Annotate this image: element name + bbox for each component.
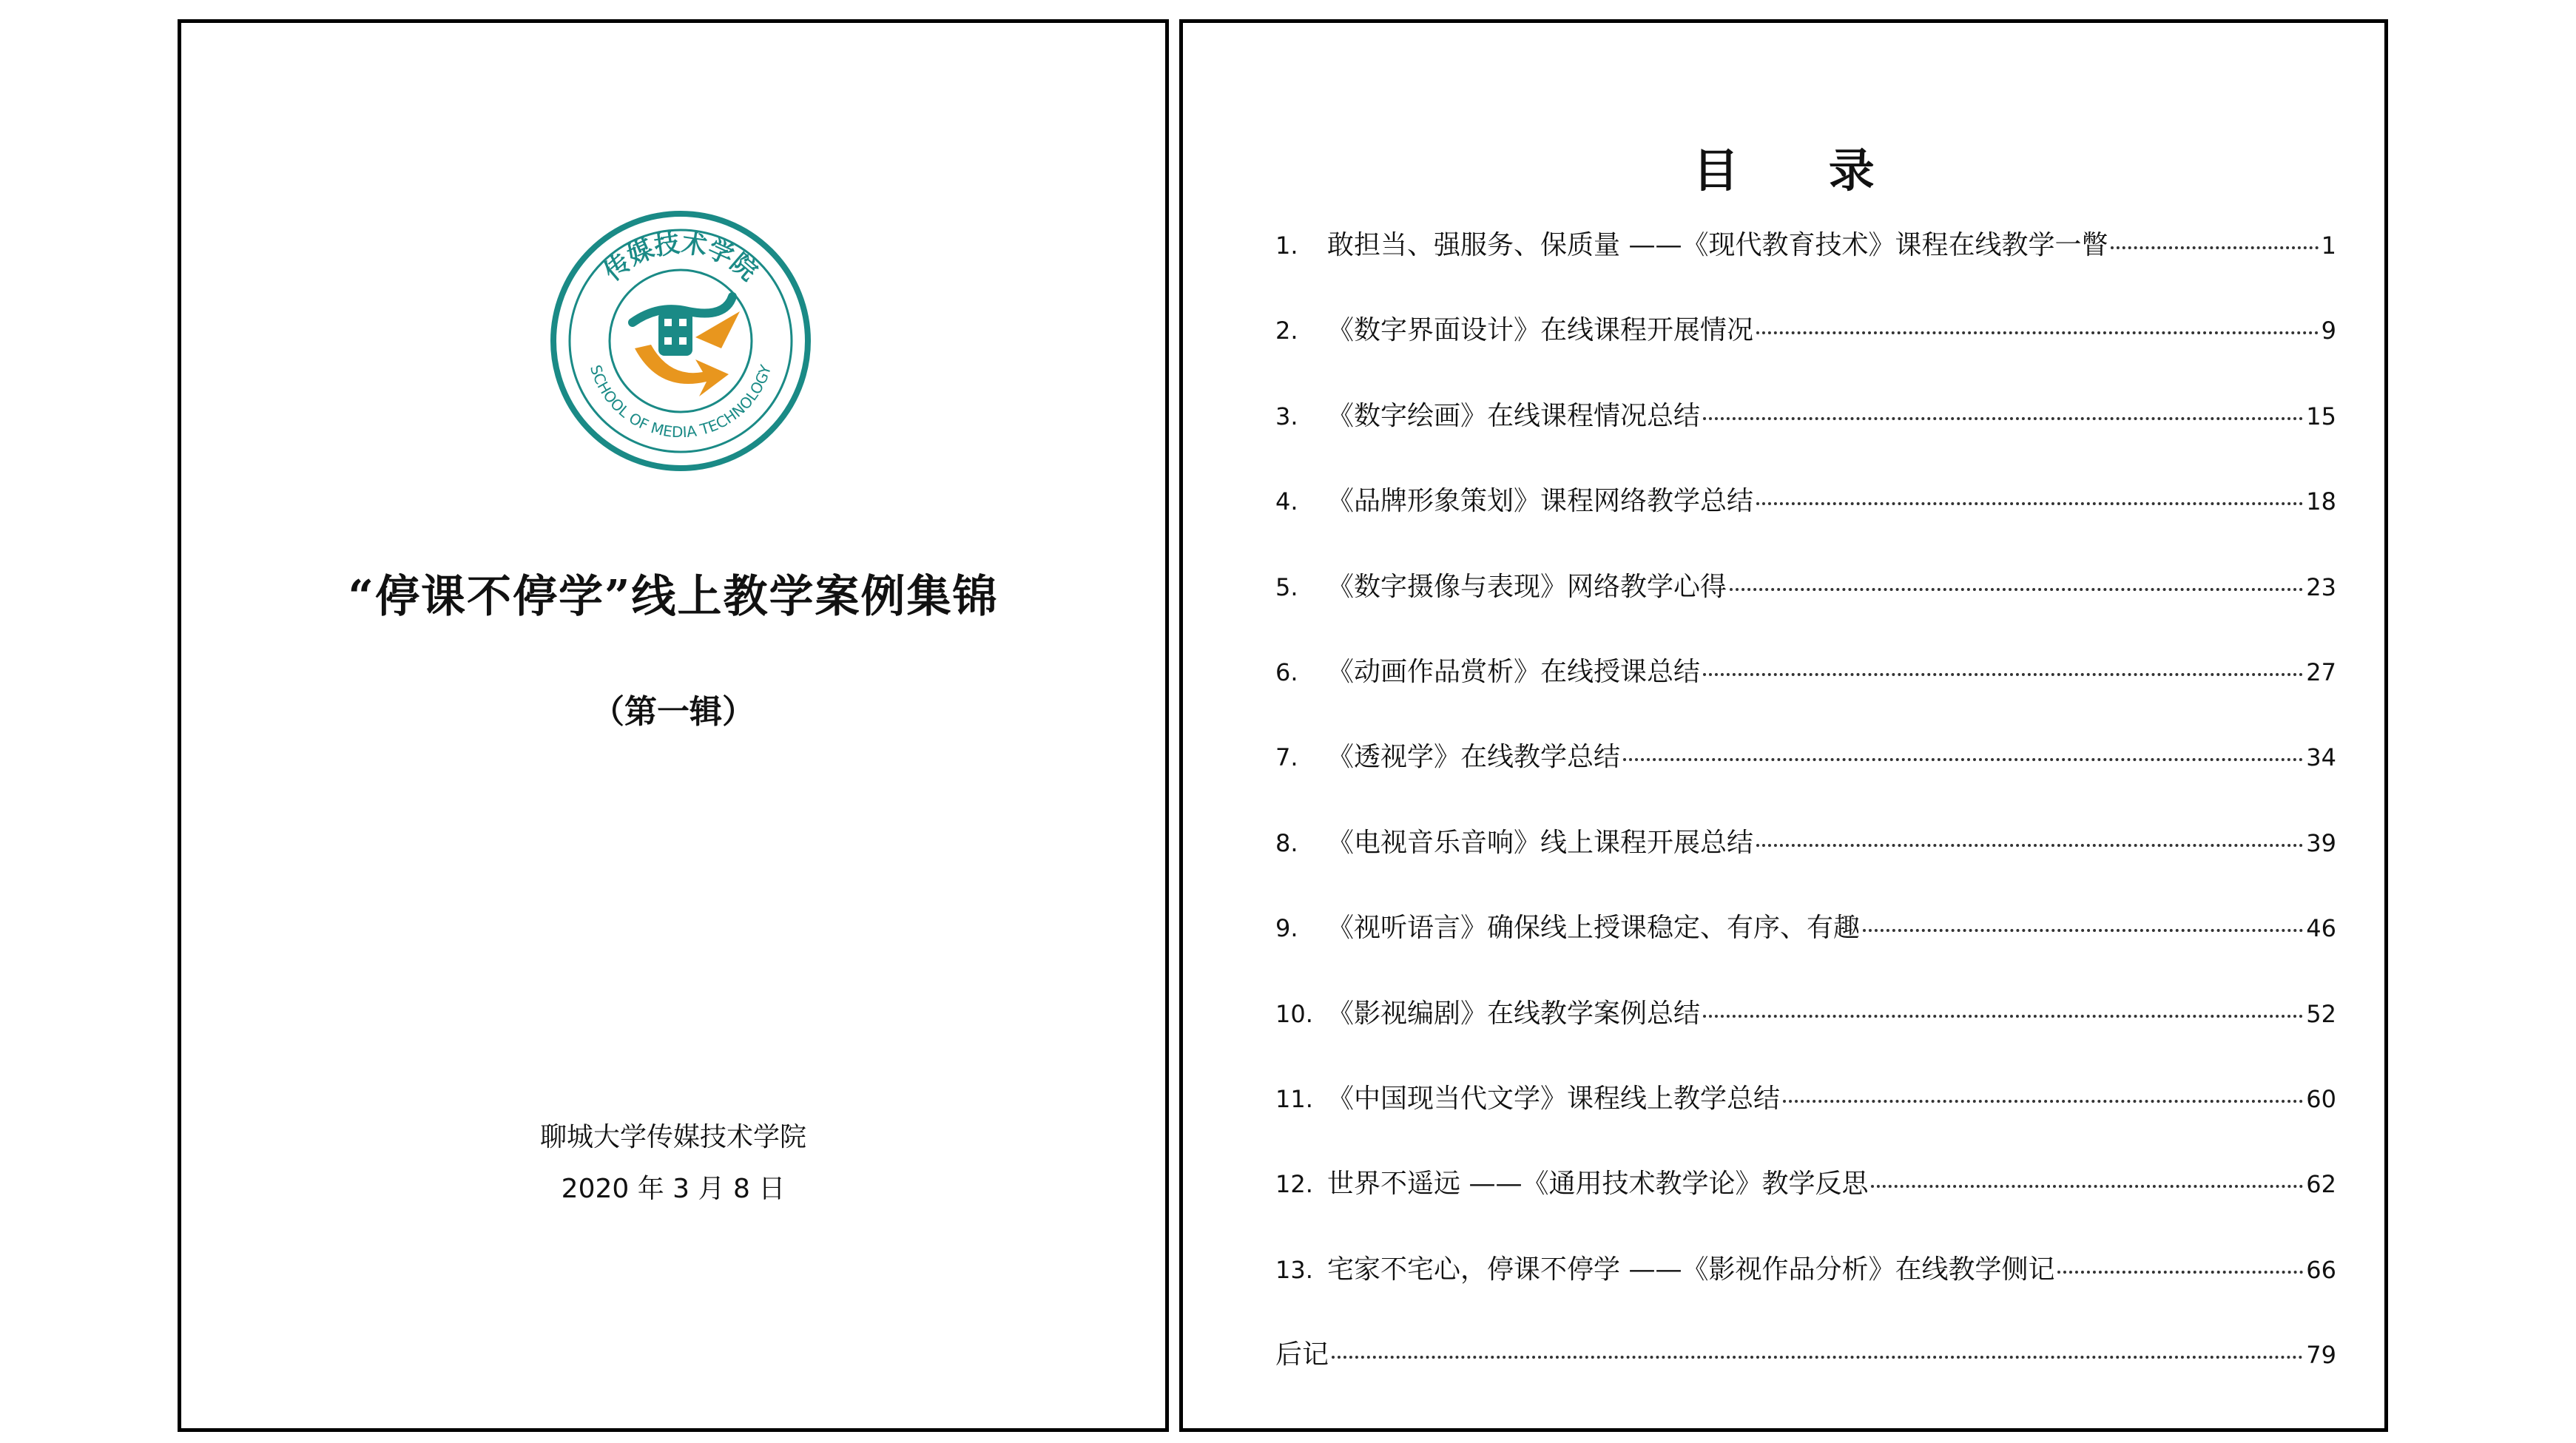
toc-dot-leader <box>1871 1185 2303 1188</box>
toc-entry[interactable] <box>1275 395 2336 480</box>
toc-entry-title: 世界不遥远 ——《通用技术教学论》教学反思 <box>1327 1169 1869 1200</box>
toc-entry-page: 34 <box>2306 743 2336 772</box>
toc-entry-number: 10. <box>1275 999 1313 1028</box>
toc-entry-page: 60 <box>2306 1084 2336 1113</box>
toc-entry-title: 《动画作品赏析》在线授课总结 <box>1327 656 1701 687</box>
toc-list <box>1275 224 2336 1419</box>
toc-entry[interactable] <box>1275 566 2336 651</box>
toc-entry[interactable] <box>1275 651 2336 736</box>
toc-dot-leader <box>2057 1271 2303 1274</box>
toc-dot-leader <box>1703 417 2303 420</box>
toc-entry-title: 宅家不宅心，停课不停学 ——《影视作品分析》在线教学侧记 <box>1327 1254 2055 1285</box>
toc-entry-title: 《数字摄像与表现》网络教学心得 <box>1327 571 1727 602</box>
toc-dot-leader <box>1756 844 2303 847</box>
toc-entry-page: 52 <box>2306 999 2336 1028</box>
toc-entry-number: 1. <box>1275 232 1298 260</box>
cover-school-name: 聊城大学传媒技术学院 <box>539 1122 806 1152</box>
toc-entry[interactable] <box>1275 736 2336 821</box>
toc-entry[interactable] <box>1275 1163 2336 1248</box>
toc-entry-number: 12. <box>1275 1170 1313 1199</box>
toc-entry-page: 62 <box>2306 1170 2336 1199</box>
toc-dot-leader <box>1783 1100 2303 1103</box>
toc-entry[interactable] <box>1275 480 2336 565</box>
toc-entry-number: 9. <box>1275 914 1298 943</box>
toc-dot-leader <box>1863 929 2303 932</box>
toc-entry-number: 4. <box>1275 487 1298 516</box>
toc-entry-page: 1 <box>2321 232 2336 260</box>
cover-date: 2020 年 3 月 8 日 <box>561 1174 786 1204</box>
toc-entry[interactable] <box>1275 907 2336 992</box>
toc-entry[interactable] <box>1275 1078 2336 1163</box>
toc-entry-title: 《影视编剧》在线教学案例总结 <box>1327 998 1701 1029</box>
toc-entry-page: 23 <box>2306 572 2336 601</box>
toc-entry[interactable] <box>1275 309 2336 394</box>
toc-title: 目 录 <box>1693 143 1912 197</box>
emblem-text-en: SCHOOL OF MEDIA TECHNOLOGY <box>586 362 775 442</box>
toc-entry-title: 《透视学》在线教学总结 <box>1327 742 1621 773</box>
emblem-text-cn: 传媒技术学院 <box>598 229 763 287</box>
school-emblem-icon <box>547 208 814 474</box>
toc-page <box>1179 19 2388 1432</box>
toc-entry-number: 7. <box>1275 743 1298 772</box>
toc-dot-leader <box>1623 758 2303 761</box>
toc-entry-number: 2. <box>1275 317 1298 345</box>
toc-entry-afterword[interactable] <box>1275 1334 2336 1419</box>
toc-entry-number: 3. <box>1275 402 1298 430</box>
svg-text:传媒技术学院 <box>599 229 763 287</box>
toc-dot-leader <box>1756 331 2319 334</box>
toc-entry-page: 18 <box>2306 487 2336 516</box>
toc-entry-page: 27 <box>2306 658 2336 686</box>
toc-entry[interactable] <box>1275 224 2336 309</box>
toc-entry-number: 5. <box>1275 572 1298 601</box>
toc-entry-page: 39 <box>2306 828 2336 857</box>
toc-entry-title: 《数字绘画》在线课程情况总结 <box>1327 400 1701 431</box>
toc-dot-leader <box>1730 588 2303 591</box>
toc-entry-title: 《视听语言》确保线上授课稳定、有序、有趣 <box>1327 913 1861 944</box>
toc-entry[interactable] <box>1275 822 2336 907</box>
toc-entry-title: 敢担当、强服务、保质量 ——《现代教育技术》课程在线教学一瞥 <box>1327 230 2108 260</box>
toc-entry-number: 6. <box>1275 658 1298 686</box>
toc-entry-page: 66 <box>2306 1255 2336 1284</box>
toc-entry-number: 13. <box>1275 1255 1313 1284</box>
toc-dot-leader <box>1756 502 2303 505</box>
toc-dot-leader <box>1703 1015 2303 1018</box>
toc-entry-title: 《品牌形象策划》课程网络教学总结 <box>1327 486 1754 517</box>
toc-dot-leader <box>1332 1356 2303 1359</box>
toc-entry-title: 《数字界面设计》在线课程开展情况 <box>1327 315 1754 346</box>
toc-entry[interactable] <box>1275 993 2336 1078</box>
toc-entry-page: 9 <box>2321 317 2336 345</box>
toc-entry-page: 15 <box>2306 402 2336 430</box>
cover-subtitle: （第一辑） <box>592 693 755 731</box>
cover-page <box>178 19 1169 1432</box>
toc-entry-title: 《中国现当代文学》课程线上教学总结 <box>1327 1083 1781 1114</box>
toc-entry-number: 11. <box>1275 1084 1313 1113</box>
toc-entry-title: 《电视音乐音响》线上课程开展总结 <box>1327 827 1754 858</box>
toc-entry-title: 后记 <box>1275 1339 1329 1371</box>
toc-dot-leader <box>2111 246 2318 249</box>
toc-entry-page: 79 <box>2306 1341 2336 1370</box>
toc-dot-leader <box>1703 673 2303 676</box>
toc-entry-number: 8. <box>1275 828 1298 857</box>
cover-title: “停课不停学”线上教学案例集锦 <box>348 571 999 623</box>
toc-entry[interactable] <box>1275 1248 2336 1334</box>
toc-entry-page: 46 <box>2306 914 2336 943</box>
